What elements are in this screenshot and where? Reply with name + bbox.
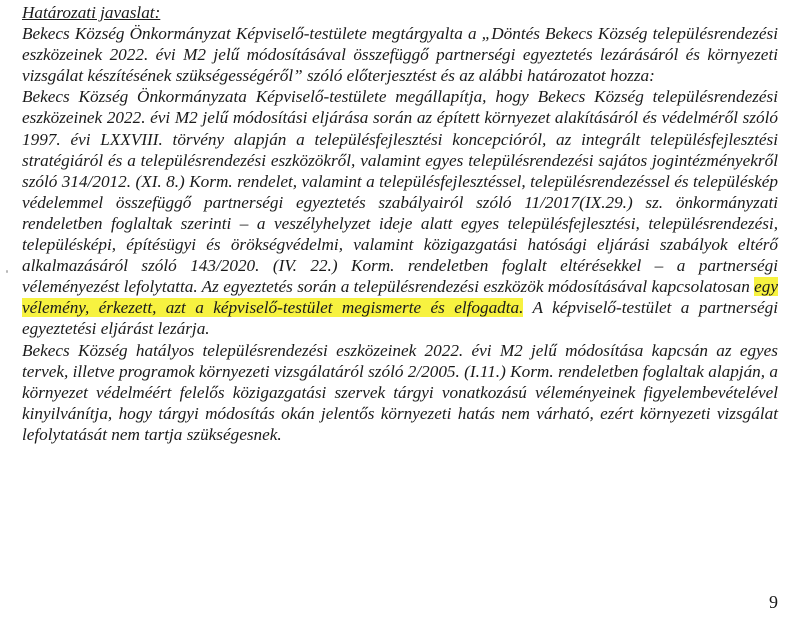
highlighted-text: egy vélemény, érkezett, azt a képviselő-testület megismerte és elfogadta.	[22, 277, 778, 318]
environmental-paragraph: Bekecs Község hatályos településrendezési eszközeinek 2022. évi M2 jelű módosítása kapcsán az egyes tervek, illetve programok környezeti vizsgálatáról szóló 2/2005. (I.11.) Korm. rendeletben foglaltak alapján, a környezet védelméért felelős közigazgatási szervek tárgyi vonatkozású véleményeinek figyelembevételével kinyilvánítja, hogy tárgyi módosítás okán jelentős környezeti hatás nem várható, ezért környezeti vizsgálat lefolytatását nem tartja szükségesnek.	[22, 340, 778, 444]
document-body	[22, 2, 778, 445]
intro-paragraph: Bekecs Község Önkormányzat Képviselő-testülete megtárgyalta a „Döntés Bekecs Község településrendezési eszközeinek 2022. évi M2 jelű módosításával összefüggő partnerségi egyeztetés lezárásáról és környezeti vizsgálat készítésének szükségességéről” szóló előterjesztést és az alábbi határozatot hozza:	[22, 24, 778, 86]
findings-paragraph	[22, 86, 778, 339]
findings-text: Bekecs Község Önkormányzata Képviselő-testülete megállapítja, hogy Bekecs Község településrendezési eszközeinek 2022. évi M2 jelű módosítási eljárása során az épített környezet alakításáról és védelméről szóló 1997. évi LXXVIII. törvény alapján a településfejlesztési koncepcióról, az integrált településfejlesztési stratégiáról és a településrendezési eszközökről, valamint egyes településrendezési sajátos jogintézményekről szóló 314/2012. (XI. 8.) Korm. rendelet, valamint a településfejlesztéssel, településrendezéssel és településkép védelemmel összefüggő partnerségi egyeztetés szabályairól szóló 11/2017(IX.29.) sz. önkormányzati rendeletben foglaltak szerinti – a veszélyhelyzet ideje alatt egyes településfejlesztési, településrendezési, településképi, építésügyi és örökségvédelmi, valamint közigazgatási hatósági eljárási szabályok eltérő alkalmazásáról szóló 143/2020. (IV. 22.) Korm. rendeletben foglalt eltérésekkel – a partnerségi véleményezést lefolytatta. Az egyeztetés során a településrendezési eszközök módosításával kapcsolatosan	[22, 87, 778, 297]
resolution-heading: Határozati javaslat:	[22, 3, 161, 22]
scan-speck	[6, 270, 8, 273]
page-number: 9	[769, 592, 778, 612]
findings-closing-text: A képviselő-testület a partnerségi egyeztetési eljárást lezárja.	[22, 298, 778, 339]
